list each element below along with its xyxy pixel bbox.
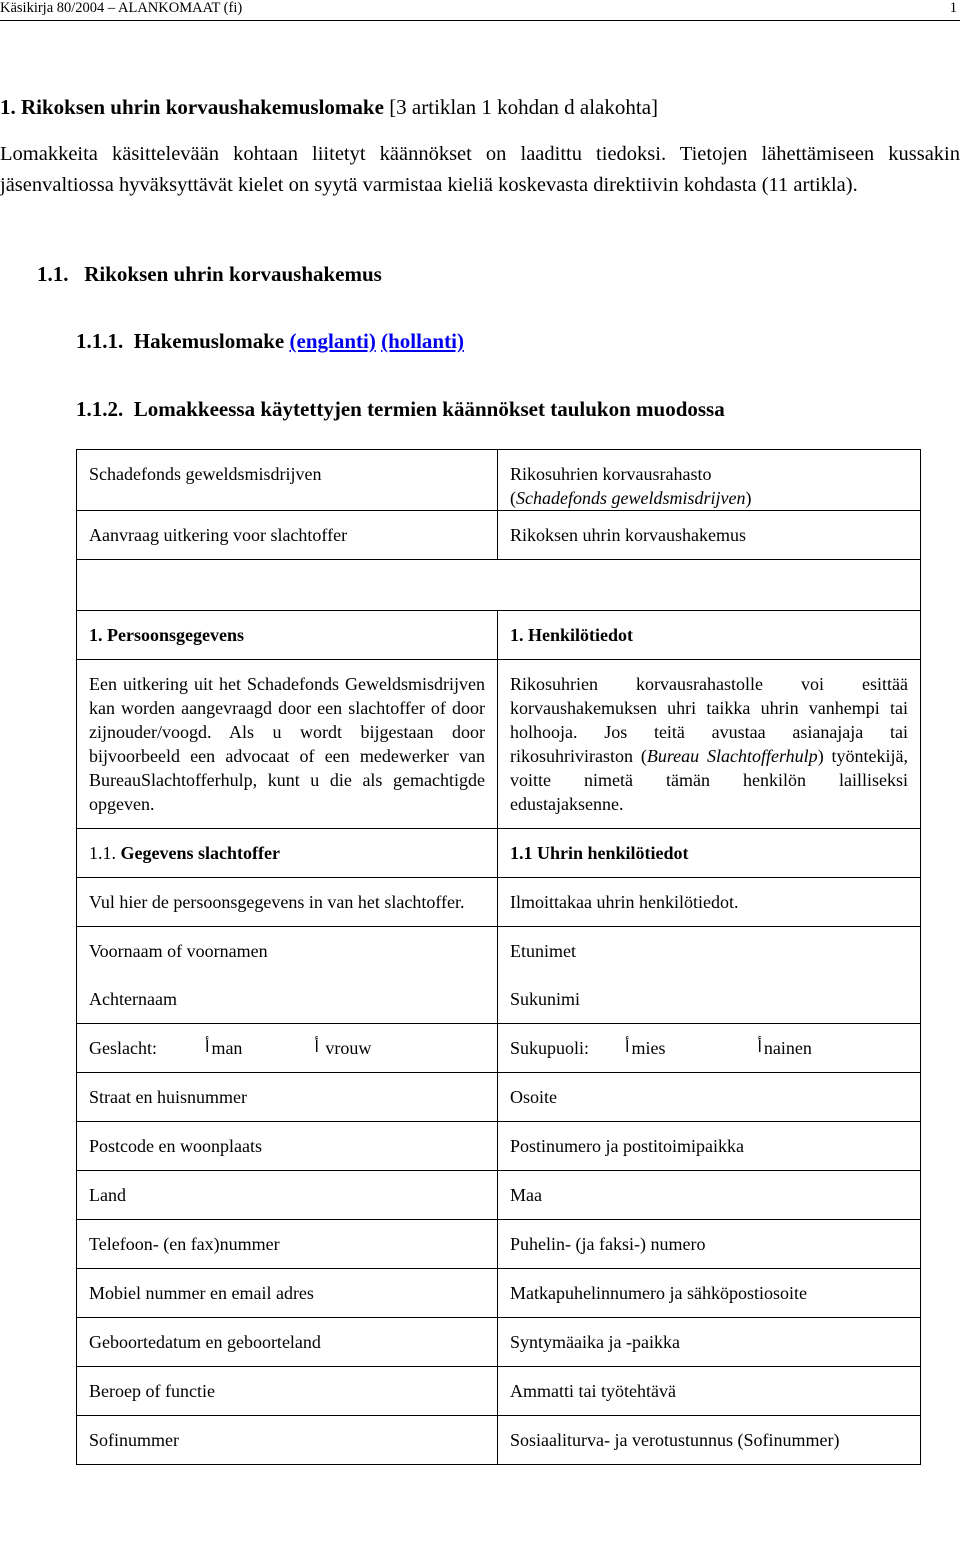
sofinumber-nl: Sofinummer (77, 1416, 498, 1465)
page-number: 1 (949, 0, 957, 16)
table-row (77, 1318, 921, 1367)
org-name-fi-paren: (Schadefonds geweldsmisdrijven) (510, 488, 752, 508)
phone-fi: Puhelin- (ja faksi-) numero (498, 1220, 921, 1269)
lastname-fi: Sukunimi (498, 975, 921, 1024)
personal-heading-nl: 1. Persoonsgegevens (77, 611, 498, 660)
radio-icon[interactable]: أ (625, 1039, 630, 1056)
terms-heading: 1.1.2. Lomakkeessa käytettyjen termien käännökset taulukon muodossa (76, 397, 725, 421)
table-row (77, 1024, 921, 1073)
table-row (77, 1073, 921, 1122)
form-title-fi: Rikoksen uhrin korvaushakemus (498, 511, 921, 560)
table-row (77, 975, 921, 1024)
english-form-link[interactable]: (englanti) (289, 329, 376, 353)
table-row (77, 611, 921, 660)
page-header (0, 0, 960, 18)
postcode-nl: Postcode en woonplaats (77, 1122, 498, 1171)
radio-icon[interactable]: أ (314, 1039, 319, 1056)
phone-nl: Telefoon- (en fax)nummer (77, 1220, 498, 1269)
radio-icon[interactable]: أ (757, 1039, 762, 1056)
org-name-nl: Schadefonds geweldsmisdrijven (89, 464, 322, 484)
gender-fi: Sukupuoli: أ mies أ nainen (498, 1024, 921, 1073)
mobile-email-fi: Matkapuhelinnumero ja sähköpostiosoite (498, 1269, 921, 1318)
org-name-fi: Rikosuhrien korvausrahasto (510, 464, 712, 484)
personal-text-nl: Een uitkering uit het Schadefonds Geweldsmisdrijven kan worden aangevraagd door een slachtoffer of door zijnouder/voogd. Als u wordt bijgestaan door bijvoorbeeld een advocaat of een medewerker van BureauSlachtofferhulp, kunt u die als gemachtigde opgeven. (77, 660, 498, 829)
section-heading: 1. Rikoksen uhrin korvaushakemuslomake [3 artiklan 1 kohdan d alakohta] (0, 95, 659, 119)
birth-fi: Syntymäaika ja -paikka (498, 1318, 921, 1367)
table-row (77, 511, 921, 560)
table-row (77, 1416, 921, 1465)
lastname-nl: Achternaam (77, 975, 498, 1024)
table-row (77, 1367, 921, 1416)
dutch-form-link[interactable]: (hollanti) (381, 329, 464, 353)
country-nl: Land (77, 1171, 498, 1220)
subsection-heading: 1.1. Rikoksen uhrin korvaushakemus (37, 262, 382, 286)
country-fi: Maa (498, 1171, 921, 1220)
address-fi: Osoite (498, 1073, 921, 1122)
header-title: Käsikirja 80/2004 – ALANKOMAAT (fi) (0, 0, 243, 16)
table-row (77, 1122, 921, 1171)
translation-table (76, 449, 921, 1465)
table-row (77, 829, 921, 878)
table-row (77, 450, 921, 511)
birth-nl: Geboortedatum en geboorteland (77, 1318, 498, 1367)
victim-text-nl: Vul hier de persoonsgegevens in van het slachtoffer. (77, 878, 498, 927)
occupation-fi: Ammatti tai työtehtävä (498, 1367, 921, 1416)
victim-heading-nl: 1.1. Gegevens slachtoffer (77, 829, 498, 878)
firstname-nl: Voornaam of voornamen (77, 927, 498, 976)
gender-nl: Geslacht: أ man أ vrouw (77, 1024, 498, 1073)
intro-paragraph: Lomakkeita käsittelevään kohtaan liitetyt käännökset on laadittu tiedoksi. Tietojen lähettämiseen kussakin jäsenvaltiossa hyväksyttävät kielet on syytä varmistaa kieliä koskevasta direktiivin kohdasta (11 artikla). (0, 143, 960, 196)
personal-text-fi: Rikosuhrien korvausrahastolle voi esittää korvaushakemuksen uhri taikka uhrin vanhempi tai holhooja. Jos teitä avustaa asianajaja tai rikosuhriviraston (Bureau Slachtofferhulp) työntekijä, voitte nimetä tämän henkilön lailliseksi edustajaksenne. (498, 660, 921, 829)
table-row (77, 1171, 921, 1220)
occupation-nl: Beroep of functie (77, 1367, 498, 1416)
table-row (77, 878, 921, 927)
header-divider (0, 20, 960, 21)
table-row (77, 560, 921, 611)
address-nl: Straat en huisnummer (77, 1073, 498, 1122)
victim-text-fi: Ilmoittakaa uhrin henkilötiedot. (498, 878, 921, 927)
table-row (77, 1269, 921, 1318)
personal-heading-fi: 1. Henkilötiedot (498, 611, 921, 660)
article-reference: [3 artiklan 1 kohdan d alakohta] (389, 95, 659, 119)
form-heading: 1.1.1. Hakemuslomake (englanti) (hollanti) (76, 329, 464, 353)
radio-icon[interactable]: أ (204, 1039, 210, 1056)
table-row (77, 1220, 921, 1269)
postcode-fi: Postinumero ja postitoimipaikka (498, 1122, 921, 1171)
mobile-email-nl: Mobiel nummer en email adres (77, 1269, 498, 1318)
sofinumber-fi: Sosiaaliturva- ja verotustunnus (Sofinummer) (498, 1416, 921, 1465)
firstname-fi: Etunimet (498, 927, 921, 976)
table-row (77, 927, 921, 976)
victim-heading-fi: 1.1 Uhrin henkilötiedot (498, 829, 921, 878)
form-title-nl: Aanvraag uitkering voor slachtoffer (77, 511, 498, 560)
table-row (77, 660, 921, 829)
